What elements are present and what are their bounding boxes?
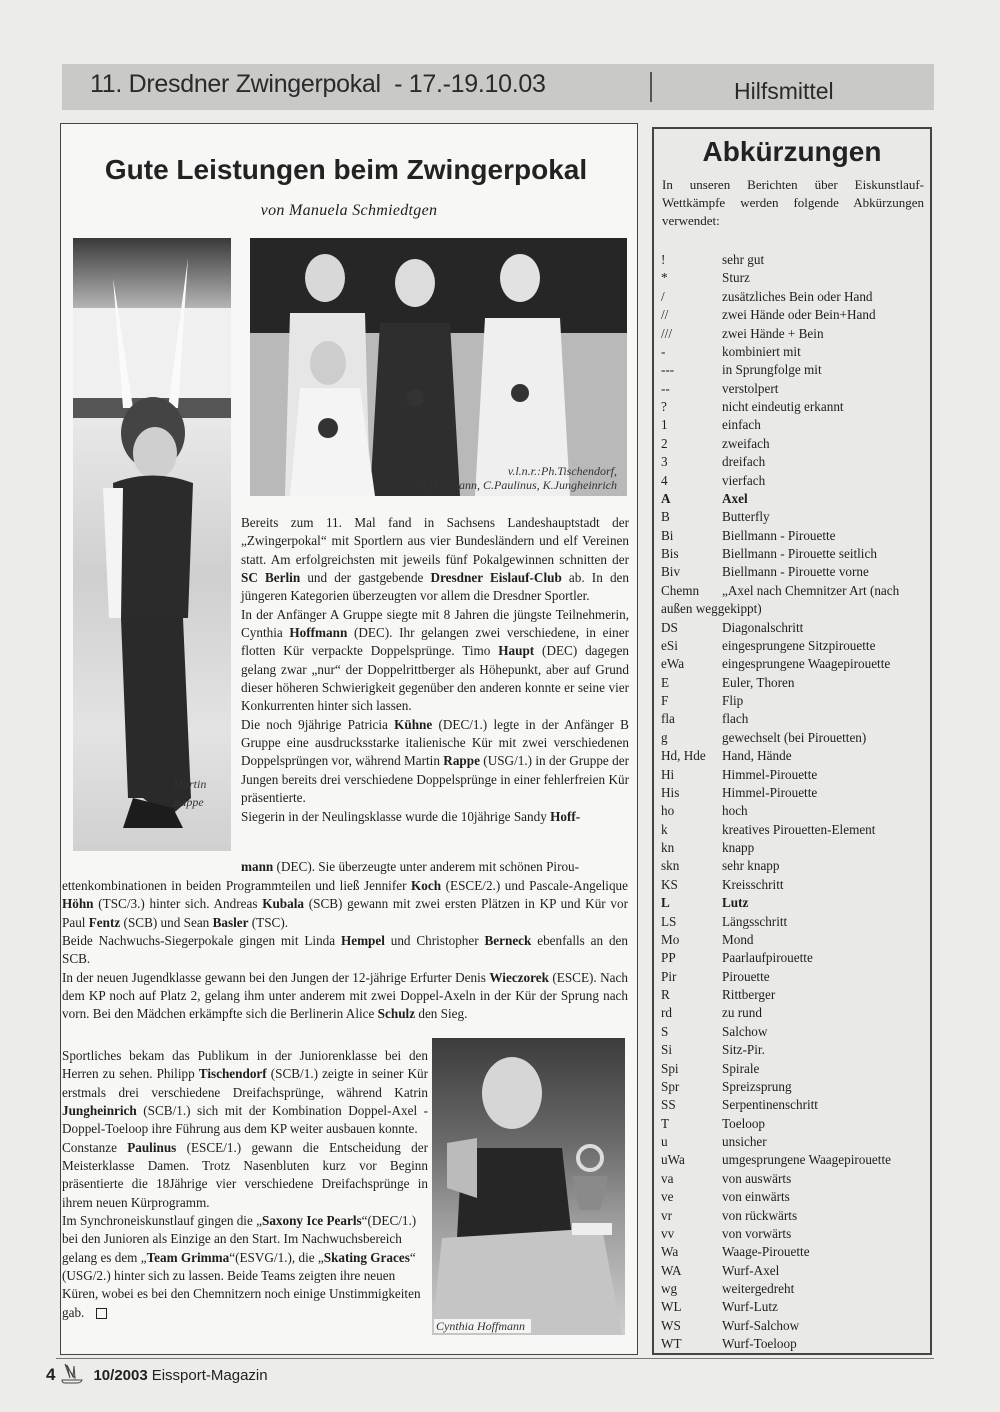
abbreviation-meaning: von vorwärts [722, 1225, 792, 1241]
abbreviation-key: Mo [661, 931, 680, 947]
abbreviation-key: kn [661, 840, 675, 855]
abbreviation-key: A [661, 490, 671, 506]
abbreviation-row [661, 1317, 929, 1335]
paragraph: Sportliches bekam das Publikum in der Juniorenklasse bei den Herren zu sehen. Philipp Tischendorf (SCB/1.) zeigte in seiner Kür erstmals drei verschiedene Dreifachsprünge, während Katrin Jungheinrich (SCB/1.) sich mit der Kombination Doppel-Axel - Doppel-Toeloop ihre Führung aus dem KP weiter ausbauen konnte. [62, 1048, 429, 1137]
header-section: Hilfsmittel [734, 78, 834, 104]
abbreviation-row [661, 563, 929, 581]
abbreviation-row [661, 582, 929, 619]
caption-cynthia: Cynthia Hoffmann [434, 1319, 531, 1333]
abbreviation-key: // [661, 307, 669, 323]
caption-group-line1: v.l.n.r.:Ph.Tischendorf, [507, 464, 617, 478]
paragraph: Bereits zum 11. Mal fand in Sachsens Landeshauptstadt der „Zwingerpokal“ mit Sportlern aus vier Bundesländern und elf Vereinen statt. Am erfolgreichsten mit jeweils fünf Pokalgewinnen schnitten der SC Berlin und der gastgebende Dresdner Eislauf-Club ab. In den jüngeren Kategorien überzeugten vor allem die Dresdner Sportler. [241, 515, 629, 604]
abbreviation-row [661, 1060, 929, 1078]
article-byline: von Manuela Schmiedtgen [260, 202, 438, 219]
abbreviation-key: R [661, 987, 670, 1002]
podium-group-image [250, 238, 627, 496]
abbreviation-row [661, 1133, 929, 1151]
paragraph: Im Synchroneiskunstlauf gingen die „Saxony Ice Pearls“(DEC/1.) bei den Junioren als Einzige an den Start. Im Nachwuchsbereich gelang es dem „Team Grimma“(ESVG/1.), die „Skating Graces“ (USG/2.) hinter sich zu lassen. Beide Teams zeigten ihre neuen Küren, wobei es bei den Chemnitzern noch einige Unstimmigkeiten gab. [62, 1213, 421, 1320]
abbreviation-key: / [661, 288, 665, 304]
abbreviation-key: 2 [661, 435, 668, 451]
abbreviation-meaning: Sturz [722, 270, 750, 286]
abbreviation-key: DS [661, 619, 678, 635]
abbreviation-key: -- [661, 380, 670, 396]
paragraph: mann (DEC). Sie überzeugte unter anderem mit schönen Pirou- [241, 859, 580, 874]
abbreviation-row [661, 251, 929, 269]
abbreviation-meaning: Butterfly [722, 509, 770, 525]
abbreviation-key: Biv [661, 564, 681, 580]
abbreviation-meaning: vierfach [722, 472, 766, 488]
abbreviation-meaning: zwei Hände oder Bein+Hand [722, 307, 876, 323]
abbreviation-meaning: flach [722, 711, 749, 727]
abbreviations-intro: In unseren Berichten über Eiskunstlauf-Wettkämpfe werden folgende Abkürzungen verwendet: [662, 177, 924, 228]
abbreviation-key: vv [661, 1225, 675, 1241]
abbreviation-meaning: Biellmann - Pirouette vorne [722, 564, 869, 580]
abbreviation-meaning: gewechselt (bei Pirouetten) [722, 729, 867, 745]
article-title: Gute Leistungen beim Zwingerpokal [104, 154, 588, 185]
abbreviation-meaning: sehr knapp [722, 858, 780, 874]
abbreviation-row [661, 288, 929, 306]
abbreviation-meaning: eingesprungene Sitzpirouette [722, 637, 876, 653]
header-divider [650, 72, 652, 102]
abbreviation-row [661, 1280, 929, 1298]
magazine-logo-icon [59, 1362, 85, 1388]
abbreviation-key: rd [661, 1005, 672, 1021]
abbreviation-key: 1 [661, 417, 668, 433]
abbreviation-row [661, 931, 929, 949]
abbreviation-row [661, 692, 929, 710]
abbreviation-key: uWa [661, 1152, 685, 1168]
abbreviation-key: eWa [661, 656, 685, 672]
abbreviation-key: L [661, 895, 670, 911]
abbreviation-key: Spr [661, 1078, 680, 1094]
abbreviation-meaning: eingesprungene Waagepirouette [722, 656, 891, 672]
abbreviation-row [661, 325, 929, 343]
abbreviation-row [661, 306, 929, 324]
abbreviation-key: Hi [661, 766, 675, 782]
abbreviation-row [661, 490, 929, 508]
abbreviation-key: * [661, 270, 668, 286]
issue-number: 10/2003 [93, 1366, 148, 1384]
abbreviation-row [661, 821, 929, 839]
abbreviation-key: Pir [661, 968, 677, 984]
abbreviation-row [661, 416, 929, 434]
abbreviation-key: WT [661, 1336, 682, 1352]
abbreviation-row [661, 986, 929, 1004]
abbreviation-meaning: Hand, Hände [722, 748, 792, 764]
abbreviation-row [661, 619, 929, 637]
abbreviation-meaning: einfach [722, 417, 761, 433]
abbreviation-row [661, 747, 929, 765]
abbreviation-row [661, 784, 929, 802]
abbreviation-meaning: Biellmann - Pirouette [722, 527, 836, 543]
footer-divider [56, 1358, 934, 1359]
abbreviation-meaning: Wurf-Toeloop [722, 1336, 797, 1352]
abbreviation-key: skn [661, 858, 680, 874]
abbreviation-meaning: kombiniert mit [722, 343, 801, 359]
abbreviation-meaning: von rückwärts [722, 1207, 798, 1223]
caption-martin-line1: Martin [173, 777, 207, 791]
abbreviation-key: Chemn [661, 582, 700, 598]
abbreviation-row [661, 1115, 929, 1133]
caption-group-line2: S.Hoffmann, C.Paulinus, K.Jungheinrich [420, 478, 617, 492]
abbreviation-meaning: von einwärts [722, 1189, 790, 1205]
abbreviation-key: His [661, 784, 680, 800]
abbreviation-row [661, 1243, 929, 1261]
abbreviation-row [661, 710, 929, 728]
abbreviations-list [661, 251, 929, 1354]
abbreviation-row [661, 637, 929, 655]
abbreviation-key: 4 [661, 472, 668, 488]
abbreviation-key: ! [661, 252, 666, 267]
abbreviation-key: T [661, 1115, 670, 1131]
abbreviation-meaning: Wurf-Lutz [722, 1299, 778, 1315]
abbreviation-meaning: Spreizsprung [722, 1078, 792, 1094]
abbreviation-row [661, 472, 929, 490]
abbreviation-meaning: Flip [722, 693, 744, 708]
abbreviation-row [661, 766, 929, 784]
abbreviation-key: LS [661, 913, 677, 929]
header-title: 11. Dresdner Zwingerpokal - 17.-19.10.03 [90, 70, 546, 98]
paragraph: ettenkombinationen in beiden Programmteilen und ließ Jennifer Koch (ESCE/2.) und Pascale-Angelique Höhn (TSC/3.) hinter sich. Andreas Kubala (SCB) gewann mit zwei ersten Plätzen in KP und Kür vor Paul Fentz (SCB) und Sean Basler (TSC). [62, 878, 629, 930]
abbreviation-meaning: zweifach [722, 435, 770, 451]
abbreviation-row [661, 527, 929, 545]
abbreviation-key: Bis [661, 546, 679, 561]
abbreviation-key: E [661, 674, 670, 690]
photo-cynthia-hoffmann [432, 1038, 625, 1335]
abbreviation-row [661, 1096, 929, 1114]
abbreviation-key: B [661, 509, 670, 525]
abbreviation-meaning: kreatives Pirouetten-Element [722, 821, 876, 837]
abbreviation-key: ho [661, 803, 675, 819]
paragraph: In der Anfänger A Gruppe siegte mit 8 Jahren die jüngste Teilnehmerin, Cynthia Hoffmann (DEC). Ihr gelangen zwei verschiedene, in einer flotten Kür verpackte Doppelsprünge. Timo Haupt (DEC) dagegen gelang zwar „nur“ der Doppelrittberger als Höhepunkt, aber auf Grund dieser höheren Schwierigkeit gegenüber den anderen konnte er seine vier Konkurrenten hinter sich lassen. [241, 606, 630, 714]
abbreviation-meaning: Kreisschritt [722, 876, 784, 892]
abbreviation-meaning: Wurf-Salchow [722, 1317, 800, 1333]
abbreviation-row [661, 802, 929, 820]
abbreviation-key: 3 [661, 454, 668, 470]
abbreviation-meaning: dreifach [722, 454, 766, 470]
magazine-name: Eissport-Magazin [151, 1366, 268, 1384]
abbreviation-key: g [661, 729, 668, 745]
abbreviation-row [661, 968, 929, 986]
abbreviation-meaning: in Sprungfolge mit [722, 362, 822, 378]
abbreviation-row [661, 1207, 929, 1225]
paragraph: Die noch 9jährige Patricia Kühne (DEC/1.) legte in der Anfänger B Gruppe eine ausdrucksstarke italienische Kür mit zwei verschiedenen Doppelsprüngen vor, während Martin Rappe (USG/1.) in der Gruppe der Jungen bereits drei verschiedene Doppelsprünge in einer fehlerfreien Kür präsentierte. [241, 716, 629, 806]
article-body-column-2 [62, 1047, 428, 1322]
abbreviation-meaning: von auswärts [722, 1170, 792, 1186]
abbreviation-key: SS [661, 1097, 676, 1113]
abbreviation-meaning: Längsschritt [722, 913, 788, 929]
article-body-full-width [62, 877, 628, 1024]
abbreviation-row [661, 269, 929, 287]
abbreviation-row [661, 508, 929, 526]
abbreviation-meaning: sehr gut [722, 252, 765, 267]
abbreviation-key: Bi [661, 527, 674, 543]
abbreviation-row [661, 1188, 929, 1206]
abbreviation-row [661, 398, 929, 416]
abbreviation-key: Si [661, 1042, 672, 1058]
abbreviation-row [661, 361, 929, 379]
abbreviation-meaning: Euler, Thoren [722, 674, 795, 690]
abbreviation-row [661, 343, 929, 361]
abbreviation-meaning: weitergedreht [722, 1281, 795, 1296]
abbreviation-row [661, 894, 929, 912]
abbreviation-meaning: umgesprungene Waagepirouette [722, 1152, 891, 1168]
abbreviation-key: vr [661, 1207, 672, 1223]
abbreviation-row [661, 1335, 929, 1353]
abbreviation-row [661, 729, 929, 747]
abbreviation-key: fla [661, 711, 675, 727]
abbreviation-meaning: Pirouette [722, 968, 770, 984]
abbreviation-key: u [661, 1134, 668, 1149]
abbreviation-row [661, 1225, 929, 1243]
paragraph: Constanze Paulinus (ESCE/1.) gewann die Entscheidung der Meisterklasse Damen. Trotz Nasenbluten kurz vor Beginn präsentierte die 18Jährige vier verschiedene Dreifachsprünge in ihrem neuen Kürprogramm. [62, 1139, 428, 1210]
abbreviation-meaning: zusätzliches Bein oder Hand [722, 288, 873, 304]
abbreviation-meaning: Rittberger [722, 987, 776, 1002]
paragraph: Siegerin in der Neulingsklasse wurde die 10jährige Sandy Hoff- [241, 808, 581, 824]
article-body-column-1 [241, 514, 629, 826]
abbreviation-row [661, 1170, 929, 1188]
caption-group [420, 464, 617, 492]
abbreviation-key: KS [661, 876, 678, 892]
abbreviation-key: F [661, 693, 669, 708]
abbreviation-row [661, 380, 929, 398]
abbreviation-row [661, 876, 929, 894]
abbreviation-key: k [661, 821, 668, 837]
paragraph: Beide Nachwuchs-Siegerpokale gingen mit Linda Hempel und Christopher Berneck ebenfalls an den SCB. [62, 933, 628, 967]
abbreviation-row [661, 545, 929, 563]
abbreviation-key: /// [661, 325, 672, 341]
abbreviation-key: eSi [661, 637, 678, 653]
abbreviation-meaning: Biellmann - Pirouette seitlich [722, 546, 877, 561]
abbreviation-key: va [661, 1170, 674, 1186]
photo-group-winners [250, 238, 627, 496]
abbreviation-key: ve [661, 1189, 674, 1205]
abbreviation-row [661, 674, 929, 692]
abbreviation-row [661, 1078, 929, 1096]
abbreviation-meaning: Sitz-Pir. [722, 1042, 765, 1058]
abbreviation-meaning: verstolpert [722, 380, 779, 396]
abbreviation-row [661, 1023, 929, 1041]
abbreviation-meaning: Himmel-Pirouette [722, 784, 818, 800]
abbreviation-meaning: Salchow [722, 1023, 768, 1039]
abbreviation-meaning: Paarlaufpirouette [722, 950, 813, 966]
abbreviation-key: wg [661, 1281, 678, 1296]
page-number: 4 [46, 1365, 56, 1384]
abbreviation-meaning: Waage-Pirouette [722, 1244, 810, 1260]
abbreviation-row [661, 435, 929, 453]
end-of-article-square-icon [96, 1308, 107, 1319]
abbreviation-meaning: unsicher [722, 1134, 767, 1149]
abbreviation-key: Wa [661, 1244, 679, 1260]
abbreviation-key: WS [661, 1317, 681, 1333]
abbreviation-meaning: Lutz [722, 895, 749, 911]
abbreviation-meaning: zwei Hände + Bein [722, 325, 824, 341]
abbreviation-key: WL [661, 1299, 682, 1315]
abbreviation-row [661, 839, 929, 857]
abbreviation-meaning: Serpentinenschritt [722, 1097, 818, 1113]
skater-figure-image [73, 238, 231, 851]
abbreviation-meaning: Diagonalschritt [722, 619, 804, 635]
abbreviation-row [661, 655, 929, 673]
abbreviations-title: Abkürzungen [702, 136, 882, 167]
abbreviation-key: --- [661, 362, 675, 378]
abbreviation-meaning: „Axel nach Chemnitzer Art (nach außen weggekippt) [661, 582, 900, 617]
abbreviation-meaning: Axel [722, 490, 748, 506]
abbreviation-row [661, 1004, 929, 1022]
abbreviation-key: - [661, 343, 666, 359]
abbreviation-meaning: Wurf-Axel [722, 1262, 780, 1278]
abbreviation-row [661, 857, 929, 875]
paragraph: In der neuen Jugendklasse gewann bei den Jungen der 12-jährige Erfurter Denis Wieczorek (ESCE). Nach dem KP noch auf Platz 2, gelang ihm unter anderem mit zwei Doppel-Axeln in der Kür der Sprung nach vorn. Bei den Mädchen erkämpfte sich die Berlinerin Alice Schulz den Sieg. [62, 969, 628, 1022]
abbreviation-meaning: Himmel-Pirouette [722, 766, 818, 782]
caption-martin-line2: Rappe [173, 795, 204, 809]
abbreviation-meaning: nicht eindeutig erkannt [722, 399, 844, 414]
abbreviation-meaning: hoch [722, 803, 748, 819]
caption-martin-rappe [173, 775, 206, 811]
abbreviation-row [661, 1151, 929, 1169]
abbreviation-key: WA [661, 1262, 682, 1278]
abbreviation-meaning: Toeloop [722, 1115, 766, 1131]
girl-with-trophy-image [432, 1038, 625, 1335]
abbreviation-meaning: knapp [722, 840, 755, 855]
abbreviation-meaning: zu rund [722, 1005, 762, 1021]
abbreviation-row [661, 949, 929, 967]
abbreviation-key: ? [661, 399, 667, 414]
photo-martin-rappe [73, 238, 231, 851]
page-footer [46, 1362, 268, 1388]
abbreviation-key: PP [661, 950, 676, 966]
abbreviation-row [661, 453, 929, 471]
abbreviation-row [661, 913, 929, 931]
abbreviation-meaning: Spirale [722, 1060, 760, 1076]
abbreviation-row [661, 1298, 929, 1316]
abbreviation-key: Spi [661, 1060, 679, 1076]
article-body-continuation [241, 858, 629, 876]
abbreviation-row [661, 1041, 929, 1059]
abbreviation-meaning: Mond [722, 931, 754, 947]
abbreviation-key: S [661, 1023, 669, 1039]
abbreviation-row [661, 1262, 929, 1280]
abbreviation-key: Hd, Hde [661, 748, 706, 764]
